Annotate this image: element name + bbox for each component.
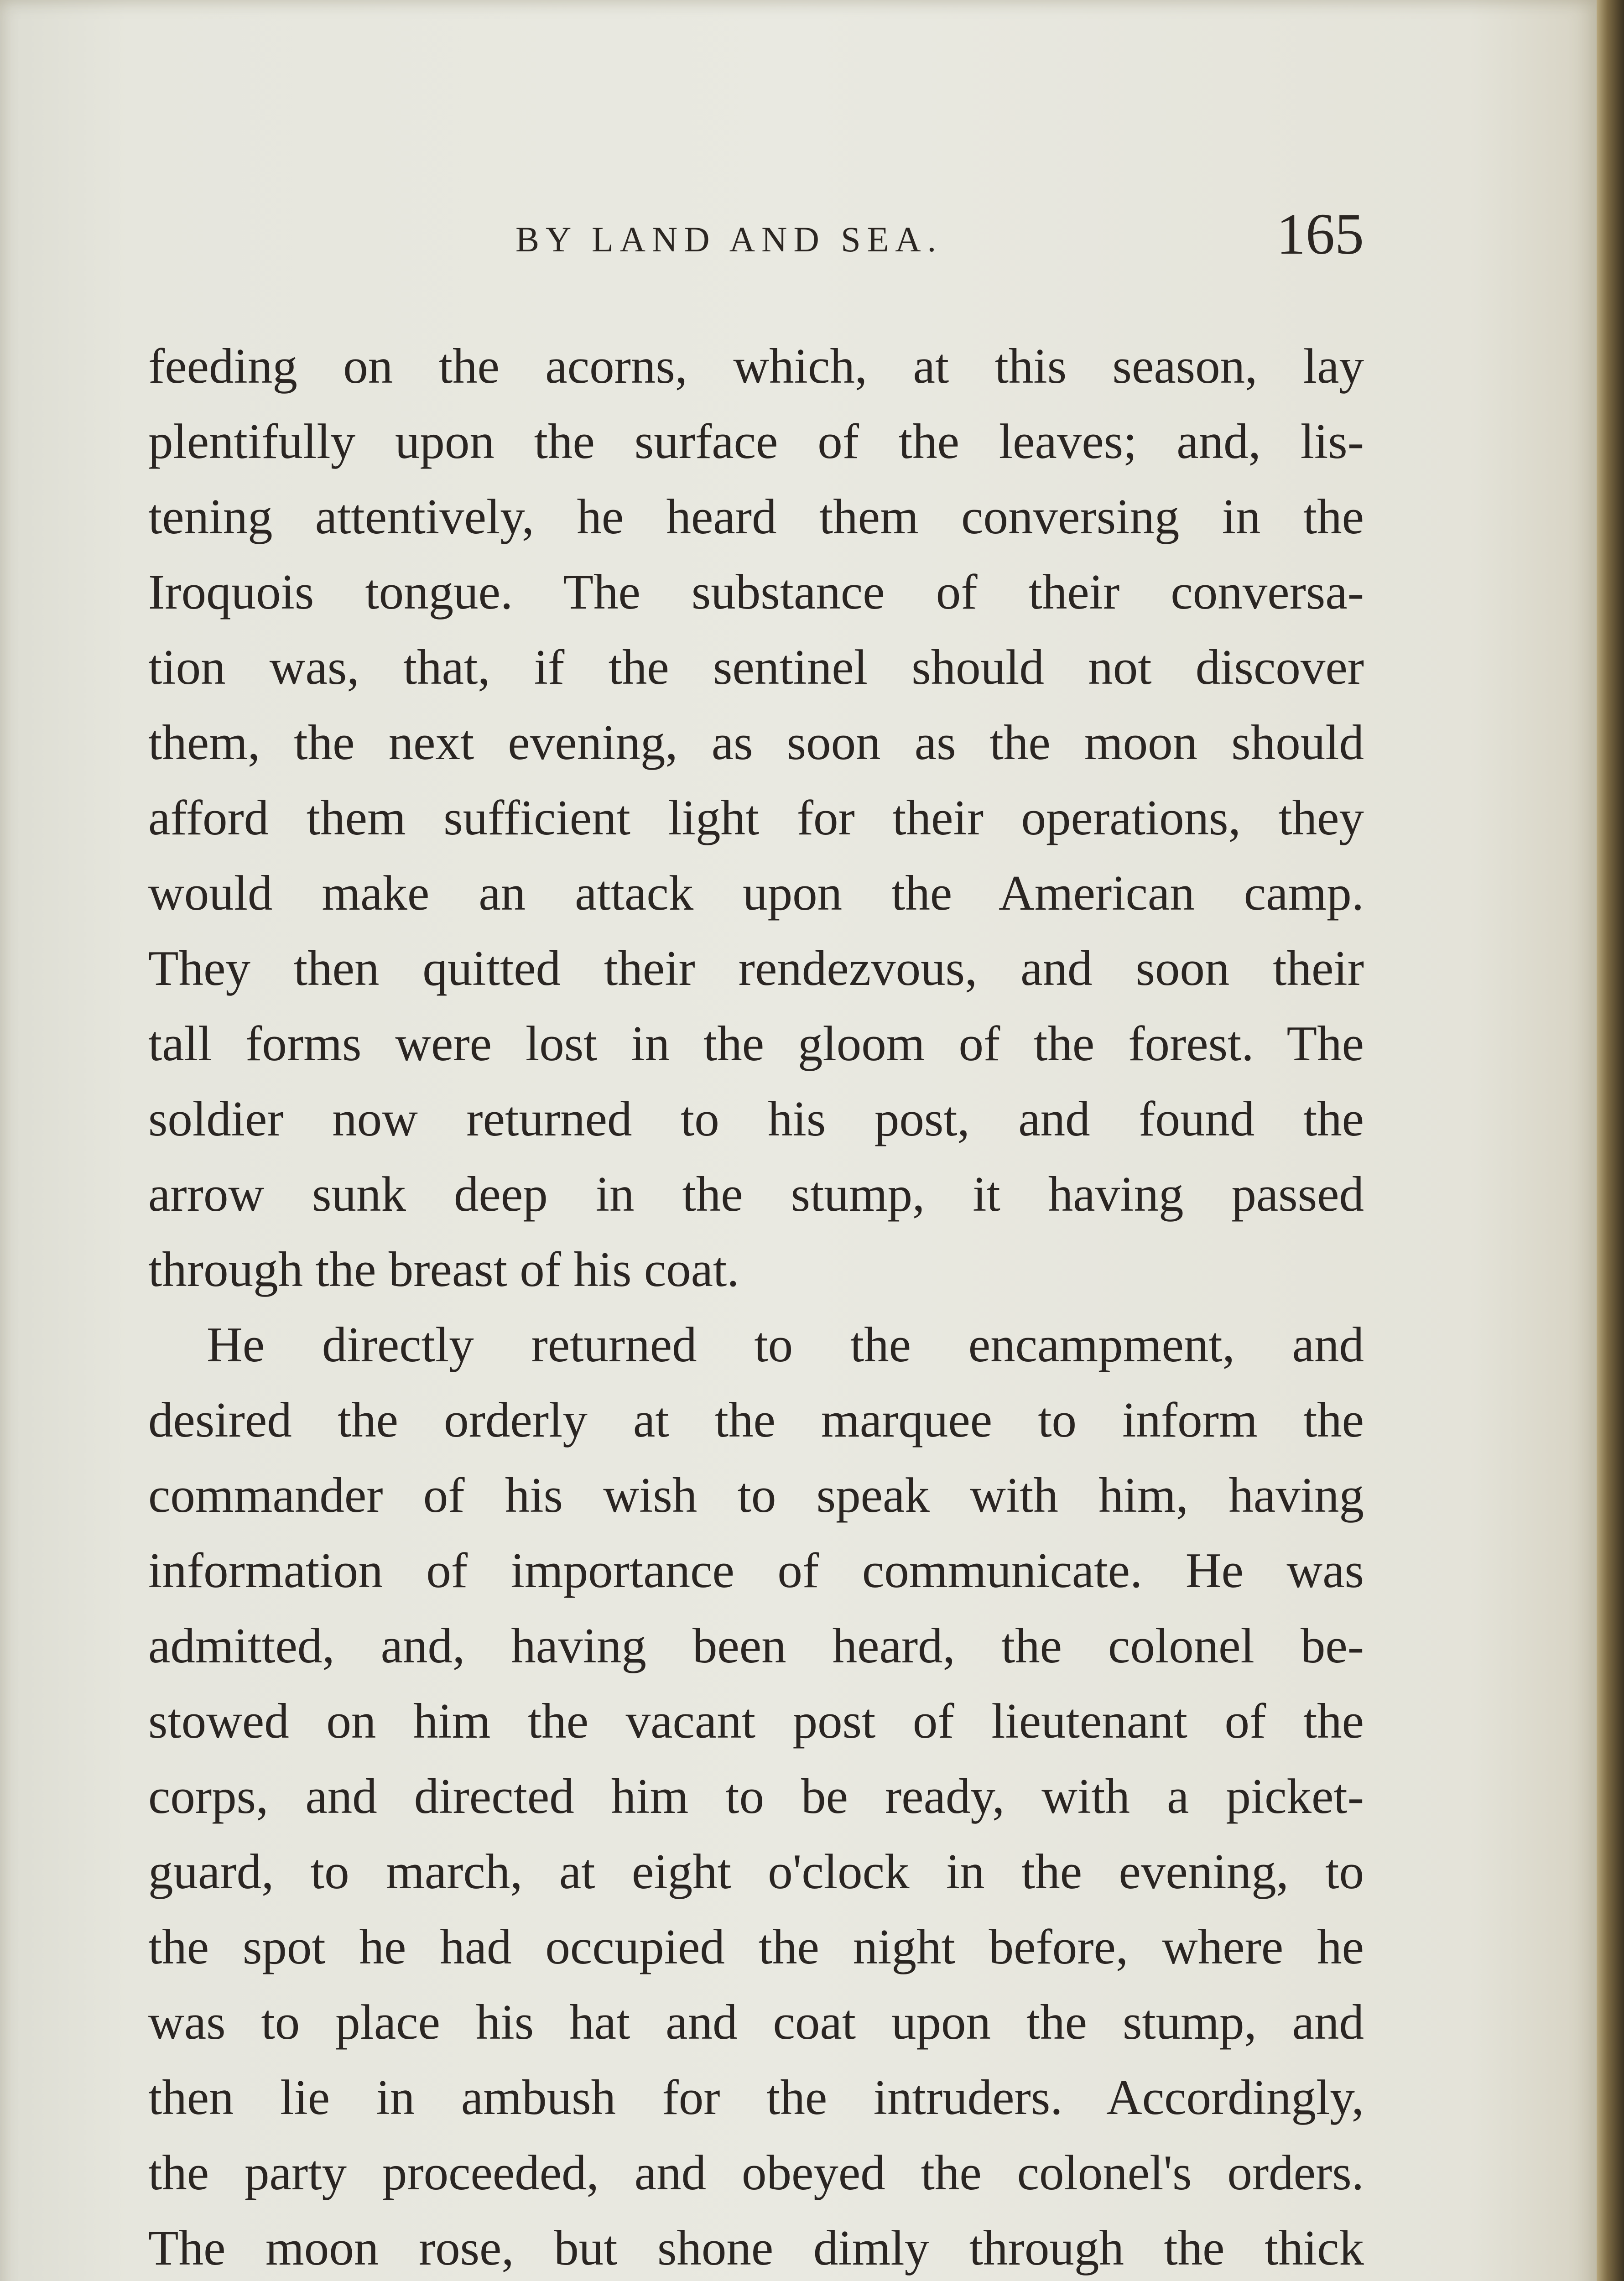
running-head [151, 201, 1364, 274]
text-line: information of importance of communicate. He was [148, 1543, 1364, 1598]
text-line: tion was, that, if the sentinel should not discover [148, 640, 1364, 695]
text-line: commander of his wish to speak with him, having [148, 1468, 1364, 1523]
text-line: plentifully upon the surface of the leaves; and, lis- [148, 414, 1364, 469]
text-line: would make an attack upon the American camp. [148, 865, 1364, 921]
text-line: tall forms were lost in the gloom of the forest. The [148, 1016, 1364, 1071]
text-line: them, the next evening, as soon as the moon should [148, 715, 1364, 770]
text-line: The moon rose, but shone dimly through the thick [148, 2220, 1364, 2276]
text-line: Iroquois tongue. The substance of their conversa- [148, 564, 1364, 620]
text-line: afford them sufficient light for their operations, they [148, 790, 1364, 845]
text-line: admitted, and, having been heard, the colonel be- [148, 1618, 1364, 1673]
text-line: soldier now returned to his post, and found the [148, 1091, 1364, 1146]
paragraph-2 [148, 1307, 1364, 2281]
text-line: arrow sunk deep in the stump, it having passed [148, 1167, 1364, 1222]
text-line: through the breast of his coat. [148, 1242, 739, 1297]
text-line: feeding on the acorns, which, at this season, lay [148, 339, 1364, 394]
text-line: They then quitted their rendezvous, and soon their [148, 941, 1364, 996]
text-line: tening attentively, he heard them conversing in the [148, 489, 1364, 544]
text-line: the spot he had occupied the night before, where he [148, 1919, 1364, 1974]
text-line: the party proceeded, and obeyed the colonel's orders. [148, 2145, 1364, 2200]
page-edge [1597, 0, 1624, 2281]
text-line: then lie in ambush for the intruders. Accordingly, [148, 2070, 1364, 2125]
text-line: desired the orderly at the marquee to inform the [148, 1392, 1364, 1448]
text-line: guard, to march, at eight o'clock in the evening, to [148, 1844, 1364, 1899]
page-number: 165 [1276, 202, 1364, 266]
text-line: stowed on him the vacant post of lieutenant of the [148, 1693, 1364, 1749]
text-line: was to place his hat and coat upon the stump, and [148, 1995, 1364, 2050]
text-body [148, 328, 1364, 2281]
running-title: BY LAND AND SEA. [515, 219, 943, 259]
paragraph-1 [148, 328, 1364, 1307]
text-line: He directly returned to the encampment, and [207, 1317, 1364, 1372]
text-line: corps, and directed him to be ready, with a picket- [148, 1769, 1364, 1824]
